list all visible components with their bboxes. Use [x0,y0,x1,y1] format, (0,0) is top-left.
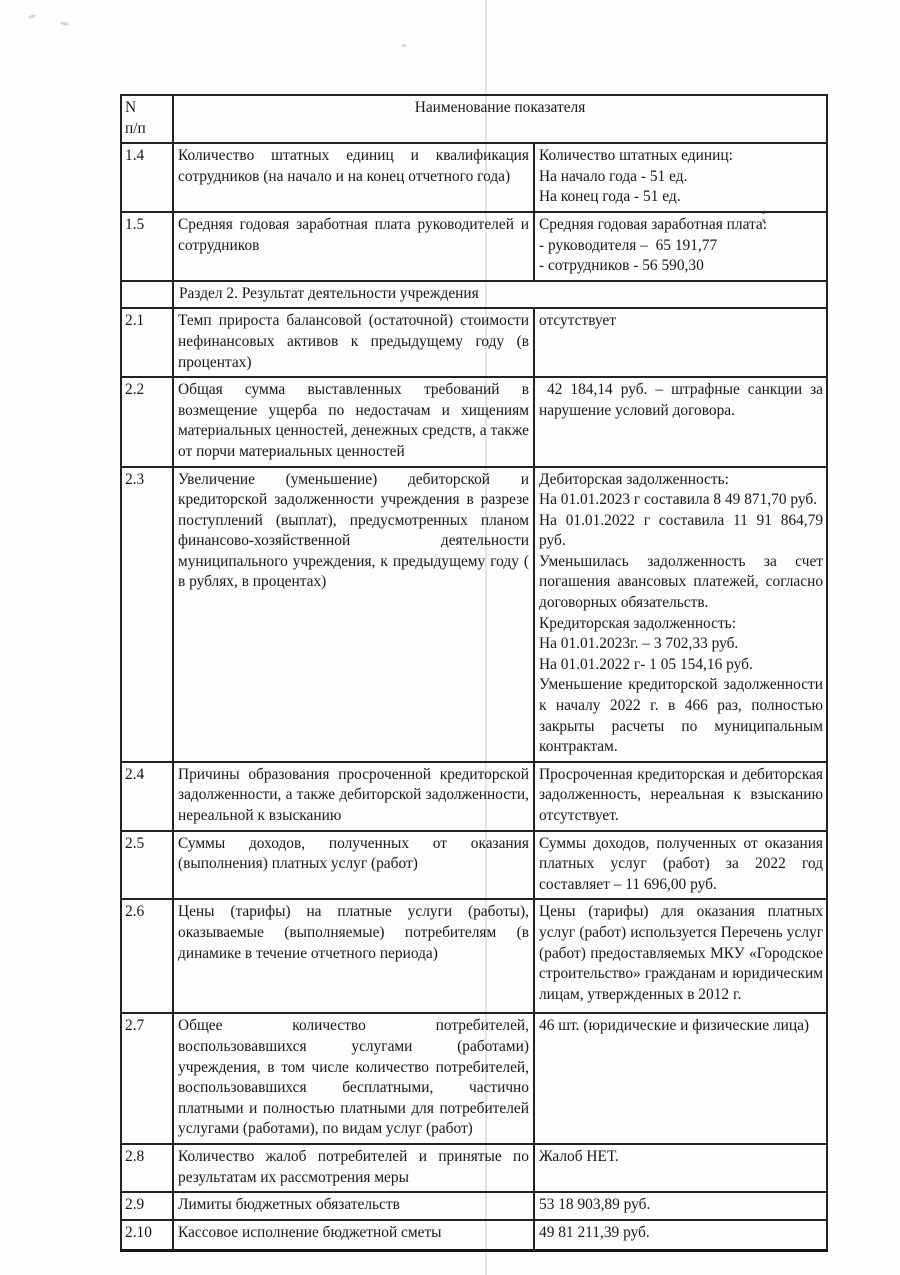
section-num-cell [121,281,173,309]
row-value-line: 49 81 211,39 руб. [539,1224,650,1242]
row-value-line: - сотрудников - 56 590,30 [539,257,704,275]
row-value-line: Кредиторская задолженность: [539,614,736,632]
row-num: 2.4 [121,762,173,831]
row-num: 1.4 [121,143,173,212]
row-value-line: Дебиторская задолженность: [539,470,729,488]
row-name: Темп прироста балансовой (остаточной) стоимости нефинансовых активов к предыдущему году (в процентах) [173,308,534,377]
row-value-line: Цены (тарифы) для оказания платных услуг (работ) используется Перечень услуг (работ) предоставляемых МКУ «Городское строительство» гражданам и юридическим лицам, утвержденных в 2012 г. [539,903,824,1003]
row-num: 2.7 [121,1013,173,1144]
row-value [534,1220,827,1250]
row-num: 2.3 [121,467,173,762]
row-value [534,212,827,281]
row-value-line: На 01.01.2023 г составила 8 49 871,70 руб. [539,491,818,509]
row-num: 2.1 [121,308,173,377]
row-value [534,377,827,466]
row-value-line: На 01.01.2022 г- 1 05 154,16 руб. [539,655,753,673]
row-value [534,762,827,831]
row-value [534,143,827,212]
header-num-line1: N [125,99,137,116]
table-row [121,831,827,900]
header-num-cell [121,95,173,143]
row-value-line: На 01.01.2022 г составила 11 91 864,79 руб. [539,511,824,550]
row-value [534,831,827,900]
row-num: 2.10 [121,1220,173,1250]
row-value [534,899,827,1013]
row-num: 2.5 [121,831,173,900]
table-row [121,1013,827,1144]
row-value [534,308,827,377]
report-table [120,94,828,1252]
row-name: Средняя годовая заработная плата руководителей и сотрудников [173,212,534,281]
row-value [534,1144,827,1192]
row-value-line: 42 184,14 руб. – штрафные санкции за нарушение условий договора. [539,381,824,419]
row-value-line: Суммы доходов, полученных от оказания платных услуг (работ) за 2022 год составляет – 11 696,00 руб. [539,834,824,893]
table-header-row [121,95,827,143]
row-name: Кассовое исполнение бюджетной сметы [173,1220,534,1250]
table-row [121,1144,827,1192]
row-value-line: 53 18 903,89 руб. [539,1196,651,1214]
row-value-line: 46 шт. (юридические и физические лица) [539,1017,810,1035]
section-title: Раздел 2. Результат деятельности учреждения [173,281,827,309]
row-value-line: отсутствует [539,312,616,330]
row-name: Количество штатных единиц и квалификация сотрудников (на начало и на конец отчетного года) [173,143,534,212]
table-row [121,1220,827,1250]
row-num: 2.9 [121,1192,173,1220]
scan-speck [402,44,406,47]
row-value-line: Жалоб НЕТ. [539,1147,619,1165]
row-name: Общая сумма выставленных требований в возмещение ущерба по недостачам и хищениям материальных ценностей, денежных средств, а также от порчи материальных ценностей [173,377,534,466]
row-value-line: На конец года - 51 ед. [539,188,681,206]
table-row [121,308,827,377]
table-row [121,143,827,212]
header-name-cell: Наименование показателя [173,95,827,143]
row-value [534,467,827,762]
row-value [534,1013,827,1144]
row-name: Суммы доходов, полученных от оказания (выполнения) платных услуг (работ) [173,831,534,900]
row-value-line: Средняя годовая заработная плата: [539,215,768,233]
table-row [121,762,827,831]
row-num: 2.6 [121,899,173,1013]
row-name: Лимиты бюджетных обязательств [173,1192,534,1220]
table-row [121,212,827,281]
row-value-line: Количество штатных единиц: [539,147,733,165]
row-num: 1.5 [121,212,173,281]
row-value-line: - руководителя – 65 191,77 [539,236,718,254]
row-name: Количество жалоб потребителей и принятые по результатам их рассмотрения меры [173,1144,534,1192]
row-num: 2.2 [121,377,173,466]
table-body [121,143,827,1250]
row-value-line: На 01.01.2023г. – 3 702,33 руб. [539,635,739,653]
row-value [534,1192,827,1220]
row-num: 2.8 [121,1144,173,1192]
scan-speck [28,14,37,19]
row-value-line: Уменьшение кредиторской задолженности к началу 2022 г. в 466 раз, полностью закрыты расчеты по муниципальным контрактам. [539,676,824,756]
table-row [121,1192,827,1220]
table-row [121,377,827,466]
row-name: Причины образования просроченной кредиторской задолженности, а также дебиторской задолженности, нереальной к взысканию [173,762,534,831]
row-name: Цены (тарифы) на платные услуги (работы), оказываемые (выполняемые) потребителям (в динамике в течение отчетного периода) [173,899,534,1013]
row-value-line: Просроченная кредиторская и дебиторская задолженность, нереальная к взысканию отсутствует. [539,765,824,824]
header-num-line2: п/п [125,119,146,137]
table-row [121,899,827,1013]
section-row [121,281,827,309]
row-name: Общее количество потребителей, воспользовавшихся услугами (работами) учреждения, в том числе количество потребителей, воспользовавшихся бесплатными, частично платными и полностью платными для потребителей услугами (работами), по видам услуг (работ) [173,1013,534,1144]
table-row [121,467,827,762]
scan-speck [60,21,69,26]
row-name: Увеличение (уменьшение) дебиторской и кредиторской задолженности учреждения в разрезе поступлений (выплат), предусмотренных планом финансово-хозяйственной деятельности муниципального учреждения, к предыдущему году ( в рублях, в процентах) [173,467,534,762]
row-value-line: Уменьшилась задолженность за счет погашения авансовых платежей, согласно договорных обязательств. [539,552,824,612]
row-value-line: На начало года - 51 ед. [539,167,688,185]
